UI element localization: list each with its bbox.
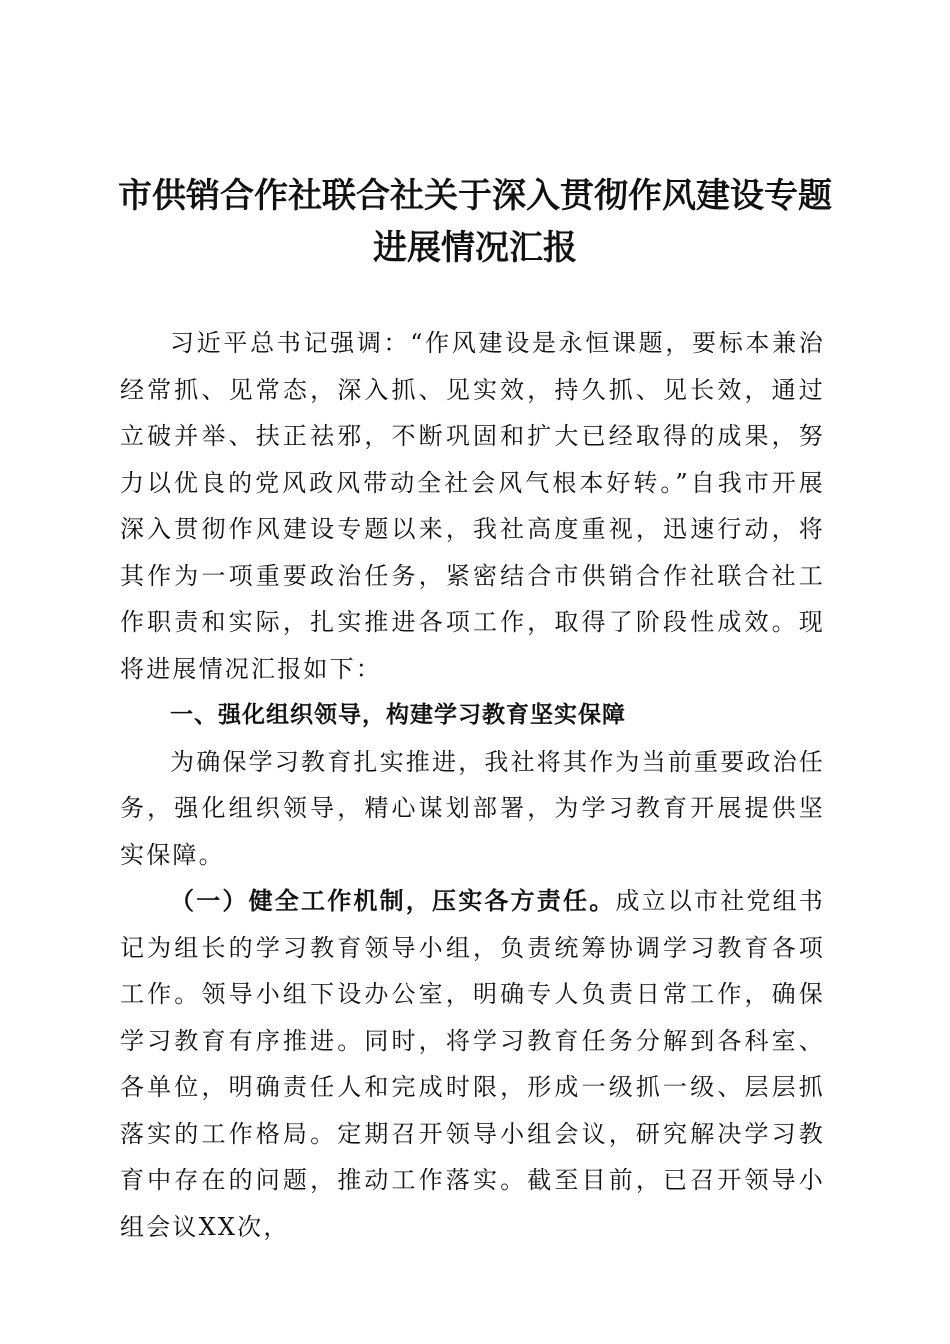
- section-1-heading: 一、强化组织领导，构建学习教育坚实保障: [170, 702, 626, 728]
- section-1-paragraph: 为确保学习教育扎实推进，我社将其作为当前重要政治任务，强化组织领导，精心谋划部署，为学习教育开展提供坚实保障。: [120, 747, 825, 869]
- document-title: 市供销合作社联合社关于深入贯彻作风建设专题进展情况汇报: [118, 176, 832, 268]
- subsection-1-text: 成立以市社党组书记为组长的学习教育领导小组，负责统筹协调学习教育各项工作。领导小组下设办公室，明确专人负责日常工作，确保学习教育有序推进。同时，将学习教育任务分解到各科室、各单位，明确责任人和完成时限，形成一级抓一级、层层抓落实的工作格局。定期召开领导小组会议，研究解决学习教育中存在的问题，推动工作落实。截至目前，已召开领导小组会议XX次，: [120, 887, 826, 1241]
- subsection-1-paragraph: [120, 878, 825, 1250]
- document-body: [120, 320, 825, 1250]
- subsection-1-lead: （一）健全工作机制，压实各方责任。: [170, 886, 616, 915]
- intro-paragraph: 习近平总书记强调：“作风建设是永恒课题，要标本兼治经常抓、见常态，深入抓、见实效，持久抓、见长效，通过立破并举、扶正祛邪，不断巩固和扩大已经取得的成果，努力以优良的党风政风带动全社会风气根本好转。”自我市开展深入贯彻作风建设专题以来，我社高度重视，迅速行动，将其作为一项重要政治任务，紧密结合市供销合作社联合社工作职责和实际，扎实推进各项工作，取得了阶段性成效。现将进展情况汇报如下：: [120, 329, 825, 683]
